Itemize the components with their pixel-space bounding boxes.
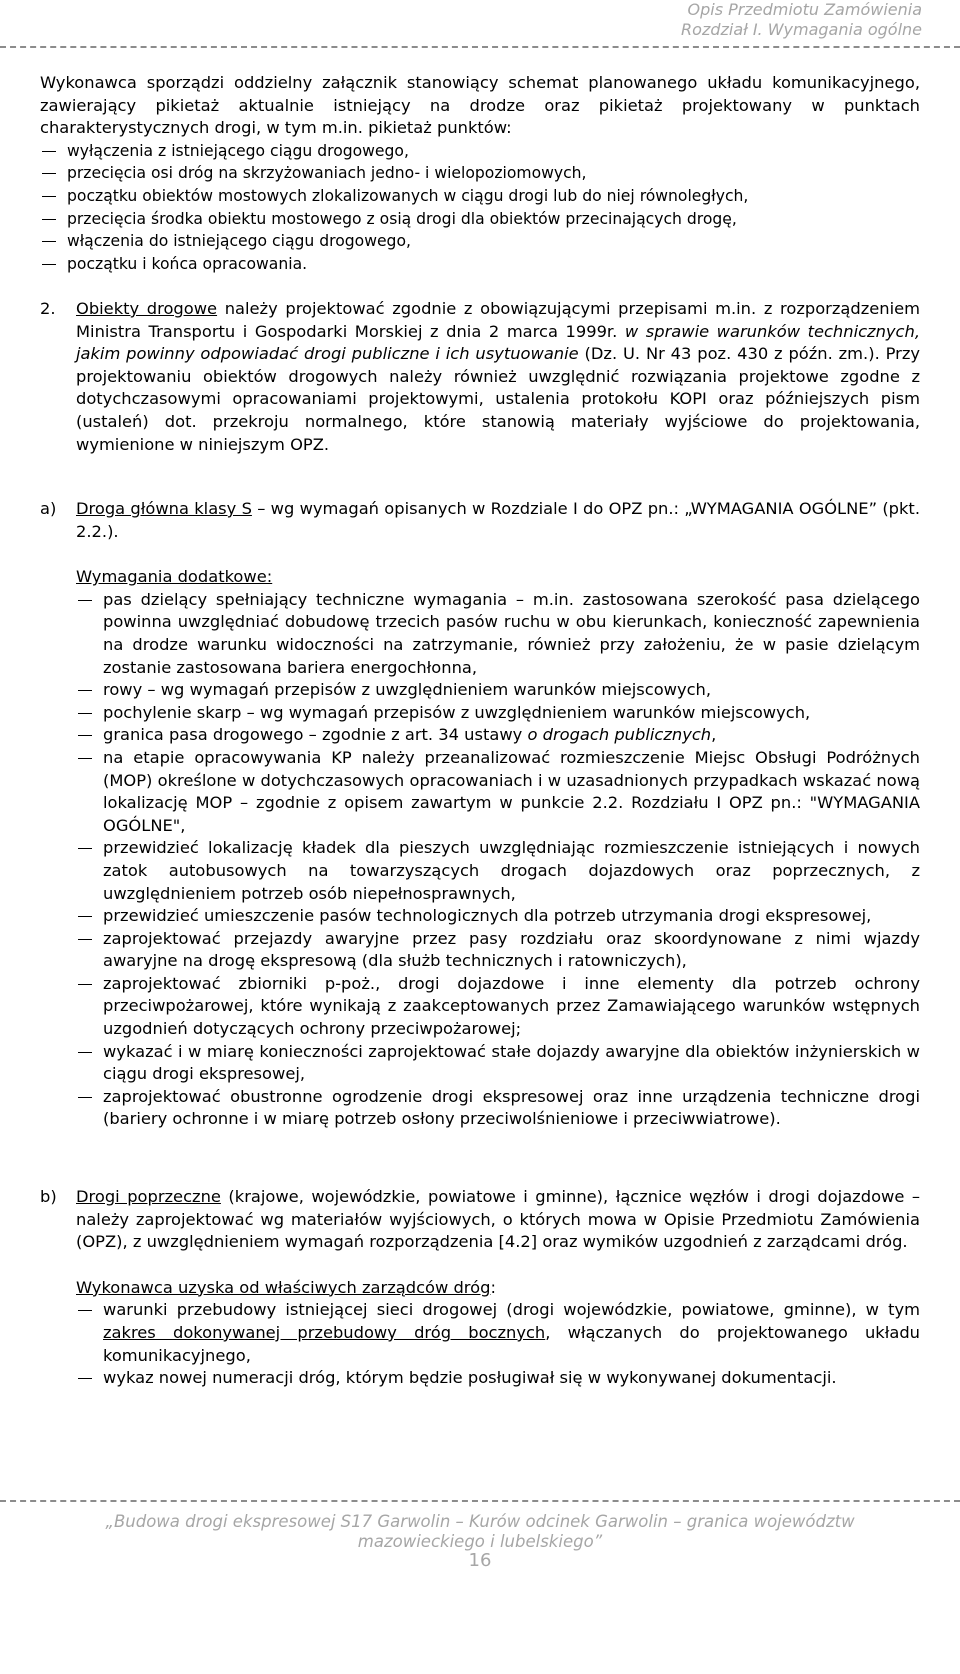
header-title: Opis Przedmiotu Zamówienia bbox=[687, 0, 922, 19]
list-item-text: granica pasa drogowego – zgodnie z art. 34 ustawy bbox=[103, 725, 528, 745]
section-number: 2. bbox=[40, 299, 56, 318]
additional-requirements-list bbox=[76, 589, 920, 1131]
list-item-italic: o drogach publicznych bbox=[527, 725, 712, 745]
page-footer bbox=[0, 1512, 960, 1552]
section-2-italic: w sprawie warunków technicznych, jakim powinny odpowiadać drogi publiczne i ich usytuowanie bbox=[76, 321, 920, 364]
list-item: zaprojektować przejazdy awaryjne przez pasy rozdziału oraz skoordynowane z nimi wjazdy awaryjne na drogę ekspresową (dla służb technicznych i ratowniczych), bbox=[76, 928, 920, 973]
list-item: na etapie opracowywania KP należy przeanalizować rozmieszczenie Miejsc Obsługi Podróżnych (MOP) określone w dotychczasowych opracowaniach i w uzasadnionych przypadkach wskazać nową lokalizację MOP – zgodnie z opisem zawartym w punkcie 2.2. Rozdziału I OPZ pn.: "WYMAGANIA OGÓLNE", bbox=[76, 747, 920, 837]
intro-list bbox=[40, 140, 920, 276]
item-a-text: – wg wymagań opisanych w Rozdziale I do OPZ pn.: „WYMAGANIA OGÓLNE” (pkt. 2.2.). bbox=[76, 499, 920, 541]
additional-requirements-heading: Wymagania dodatkowe: bbox=[76, 567, 273, 587]
list-item-text: , włączanych do projektowanego układu komunikacyjnego, bbox=[103, 1322, 920, 1365]
list-item: przewidzieć umieszczenie pasów technologicznych dla potrzeb utrzymania drogi ekspresowej, bbox=[76, 905, 920, 928]
item-b-paragraph bbox=[76, 1186, 920, 1254]
list-item-text: warunki przebudowy istniejącej sieci drogowej (drogi wojewódzkie, powiatowe, gminne), w tym bbox=[103, 1300, 920, 1320]
list-item: przecięcia środka obiektu mostowego z osią drogi dla obiektów przecinających drogę, bbox=[40, 208, 920, 231]
owners-heading-line bbox=[76, 1277, 920, 1300]
section-2-text: należy projektować zgodnie z obowiązującymi przepisami m.in. z rozporządzeniem Ministra Transportu i Gospodarki Morskiej z dnia 2 marca 1999r. bbox=[76, 299, 921, 341]
list-item: przewidzieć lokalizację kładek dla pieszych uwzględniając rozmieszczenie istniejących i nowych zatok autobusowych na towarzyszących drogach dojazdowych oraz poprzecznych, z uwzględnieniem potrzeb osób niepełnosprawnych, bbox=[76, 837, 920, 905]
item-a bbox=[40, 498, 920, 1131]
header-divider bbox=[0, 46, 960, 48]
header-subtitle: Rozdział I. Wymagania ogólne bbox=[681, 20, 922, 39]
list-item: zaprojektować zbiorniki p-poż., drogi dojazdowe i inne elementy dla potrzeb ochrony przeciwpożarowej, które wynikają z zaakceptowanych przez Zamawiającego warunków wstępnych uzgodnień dotyczących ochrony przeciwpożarowej; bbox=[76, 973, 920, 1041]
owners-list bbox=[76, 1299, 920, 1389]
footer-divider bbox=[0, 1500, 960, 1502]
item-a-paragraph bbox=[76, 498, 920, 543]
list-item-underlined: zakres dokonywanej przebudowy dróg bocznych bbox=[103, 1322, 546, 1342]
list-item bbox=[76, 724, 920, 747]
footer-line-2: mazowieckiego i lubelskiego” bbox=[357, 1532, 603, 1551]
list-item: włączenia do istniejącego ciągu drogowego, bbox=[40, 230, 920, 253]
list-item: początku i końca opracowania. bbox=[40, 253, 920, 276]
owners-heading: Wykonawca uzyska od właściwych zarządców dróg bbox=[76, 1277, 491, 1297]
item-a-heading: Droga główna klasy S bbox=[76, 499, 252, 518]
list-item: wykazać i w miarę konieczności zaprojektować stałe dojazdy awaryjne dla obiektów inżynierskich w ciągu drogi ekspresowej, bbox=[76, 1041, 920, 1086]
item-b-label: b) bbox=[40, 1187, 57, 1206]
section-2-paragraph bbox=[76, 298, 920, 456]
list-item: zaprojektować obustronne ogrodzenie drogi ekspresowej oraz inne urządzenia techniczne drogi (bariery ochronne i w miarę potrzeb osłony przeciwolśnieniowe i przeciwwiatrowe). bbox=[76, 1086, 920, 1131]
page-header bbox=[681, 0, 922, 40]
intro-paragraph: Wykonawca sporządzi oddzielny załącznik stanowiący schemat planowanego układu komunikacyjnego, zawierający pikietaż aktualnie istniejący na drodze oraz pikietaż projektowany w punktach charakterystycznych drogi, w tym m.in. pikietaż punktów: bbox=[40, 73, 920, 138]
list-item-text: , bbox=[711, 725, 717, 745]
intro-section bbox=[40, 72, 920, 275]
list-item: początku obiektów mostowych zlokalizowanych w ciągu drogi lub do niej równoległych, bbox=[40, 185, 920, 208]
section-2 bbox=[40, 298, 920, 456]
page-number: 16 bbox=[468, 1550, 492, 1571]
item-b-text: (krajowe, wojewódzkie, powiatowe i gminne), łącznice węzłów i drogi dojazdowe – należy zaprojektować wg materiałów wyjściowych, o których mowa w Opisie Przedmiotu Zamówienia (OPZ), z uwzględnieniem wymagań rozporządzenia [4.2] oraz wymików uzgodnień z zarządcami dróg. bbox=[76, 1187, 920, 1252]
list-item bbox=[76, 1299, 920, 1367]
list-item: pas dzielący spełniający techniczne wymagania – m.in. zastosowana szerokość pasa dzielącego powinna uwzględniać dobudowę trzecich pasów ruchu w obu kierunkach, konieczność zapewnienia na drodze warunku widoczności na zatrzymanie, również przy założeniu, że w pasie dzielącym zostanie zastosowana bariera energochłonna, bbox=[76, 589, 920, 679]
list-item: przecięcia osi dróg na skrzyżowaniach jedno- i wielopoziomowych, bbox=[40, 162, 920, 185]
list-item-text: wykaz nowej numeracji dróg, którym będzie posługiwał się w wykonywanej dokumentacji. bbox=[103, 1368, 837, 1388]
owners-colon: : bbox=[490, 1277, 496, 1297]
list-item: rowy – wg wymagań przepisów z uwzględnieniem warunków miejscowych, bbox=[76, 679, 920, 702]
section-2-text-cont: (Dz. U. Nr 43 poz. 430 z późn. zm.). Przy projektowaniu obiektów drogowych należy również uwzględnić rozwiązania projektowe zgodne z dotychczasowymi opracowaniami projektowymi, ustalenia protokołu KOPI oraz późniejszych pism (ustaleń) dot. przekroju normalnego, które stanowią materiały wyjściowe do projektowania, wymienione w niniejszym OPZ. bbox=[76, 344, 921, 454]
item-b bbox=[40, 1186, 920, 1390]
section-2-heading: Obiekty drogowe bbox=[76, 299, 218, 318]
list-item bbox=[76, 1367, 920, 1390]
list-item: pochylenie skarp – wg wymagań przepisów z uwzględnieniem warunków miejscowych, bbox=[76, 702, 920, 725]
list-item: wyłączenia z istniejącego ciągu drogowego, bbox=[40, 140, 920, 163]
item-b-heading: Drogi poprzeczne bbox=[76, 1187, 221, 1206]
footer-line-1: „Budowa drogi ekspresowej S17 Garwolin – Kurów odcinek Garwolin – granica województw bbox=[105, 1512, 855, 1531]
item-a-label: a) bbox=[40, 499, 57, 518]
